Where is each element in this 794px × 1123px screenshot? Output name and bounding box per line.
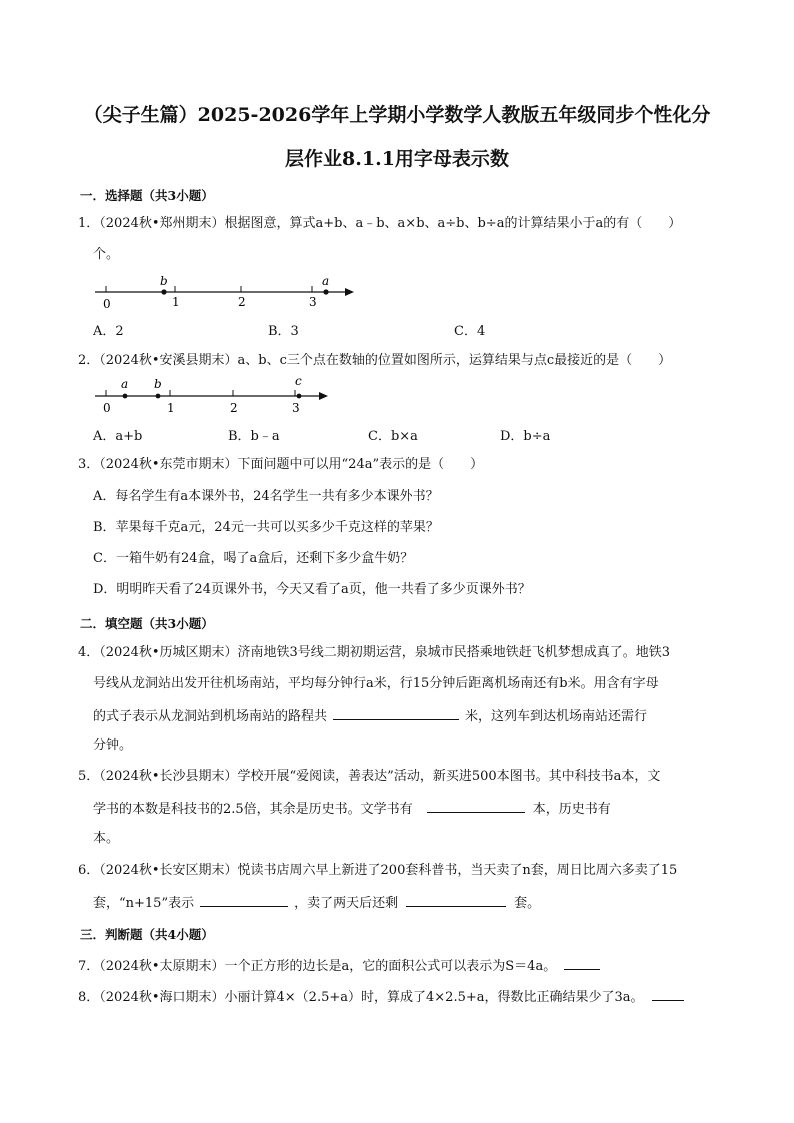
question-1-number-line xyxy=(90,272,360,320)
q4-text-before-blank: 的式子表示从龙洞站到机场南站的路程共 xyxy=(93,709,328,724)
question-3-stem: 3．（2024秋•东莞市期末）下面问题中可以用“24a”表示的是（ ） xyxy=(78,457,484,472)
question-5-line-3: 本。 xyxy=(93,831,120,846)
question-5-line-1: 5．（2024秋•长沙县期末）学校开展“爱阅读，善表达”活动，新买进500本图书。其中科技书a本，文 xyxy=(78,769,661,784)
nl2-point-b: b xyxy=(154,377,162,391)
q2-option-d[interactable]: D．b÷a xyxy=(500,429,551,444)
q3-option-b[interactable]: B．苹果每千克a元，24元一共可以买多少千克这样的苹果？ xyxy=(93,520,439,535)
q5-text-after-blank: 本，历史书有 xyxy=(532,802,611,817)
q8-text: 8．（2024秋•海口期末）小丽计算4×（2.5+a）时，算成了4×2.5+a，得数比正确结果少了3a。 xyxy=(78,990,644,1005)
question-4-line-4: 分钟。 xyxy=(93,738,133,753)
q5-text-before-blank: 学书的本数是科技书的2.5倍，其余是历史书。文学书有 xyxy=(93,802,413,817)
nl1-tick-2: 2 xyxy=(238,295,246,309)
q6-text-2: ，卖了两天后还剩 xyxy=(294,896,399,911)
page-title-line-1: （尖子生篇）2025-2026学年上学期小学数学人教版五年级同步个性化分 xyxy=(83,104,711,126)
nl1-point-b: b xyxy=(160,274,168,288)
question-8-line xyxy=(78,986,720,1008)
q3-option-a[interactable]: A．每名学生有a本课外书，24名学生一共有多少本课外书？ xyxy=(93,489,439,504)
question-4-line-1: 4．（2024秋•历城区期末）济南地铁3号线二期初期运营，泉城市民搭乘地铁赶飞机梦想成真了。地铁3 xyxy=(78,645,671,660)
question-6-line-1: 6．（2024秋•长安区期末）悦读书店周六早上新进了200套科普书，当天卖了n套，周日比周六多卖了15 xyxy=(78,863,678,878)
nl1-tick-1: 1 xyxy=(172,295,180,309)
nl2-tick-2: 2 xyxy=(230,401,238,415)
nl1-tick-0: 0 xyxy=(103,297,111,311)
question-2-stem: 2．（2024秋•安溪县期末）a、b、c三个点在数轴的位置如图所示，运算结果与点c最接近的是（ ） xyxy=(78,353,672,368)
nl2-point-c: c xyxy=(295,374,302,388)
section-heading-judge: 三．判断题（共4小题） xyxy=(80,927,214,942)
question-7-line xyxy=(78,955,720,977)
q4-blank-1[interactable] xyxy=(333,705,459,720)
question-4-line-3 xyxy=(93,705,720,727)
page-title-line-2: 层作业8.1.1用字母表示数 xyxy=(285,148,509,170)
q2-option-a[interactable]: A．a+b xyxy=(93,429,143,444)
nl2-point-a: a xyxy=(121,377,129,391)
q7-answer-blank[interactable] xyxy=(564,955,600,970)
q6-blank-2[interactable] xyxy=(406,892,506,907)
section-heading-choice: 一．选择题（共3小题） xyxy=(80,188,214,203)
q2-option-b[interactable]: B．b﹣a xyxy=(228,429,280,444)
nl1-tick-3: 3 xyxy=(309,295,317,309)
nl2-tick-0: 0 xyxy=(103,401,111,415)
question-2-number-line xyxy=(90,374,335,418)
q6-blank-1[interactable] xyxy=(200,892,288,907)
question-4-line-2: 号线从龙洞站出发开往机场南站，平均每分钟行a米，行15分钟后距离机场南还有b米。用含有字母 xyxy=(93,676,659,691)
nl1-point-a: a xyxy=(322,274,330,288)
section-heading-fill: 二．填空题（共3小题） xyxy=(80,616,214,631)
q4-text-after-blank: 米，这列车到达机场南站还需行 xyxy=(465,709,648,724)
nl2-tick-1: 1 xyxy=(167,401,175,415)
q7-text: 7．（2024秋•太原期末）一个正方形的边长是a，它的面积公式可以表示为S＝4a。 xyxy=(78,959,557,974)
q3-option-c[interactable]: C．一箱牛奶有24盒，喝了a盒后，还剩下多少盒牛奶？ xyxy=(93,551,414,566)
nl2-tick-3: 3 xyxy=(292,401,300,415)
q1-option-c[interactable]: C．4 xyxy=(454,324,486,339)
q2-option-c[interactable]: C．b×a xyxy=(368,429,418,444)
question-5-line-2 xyxy=(93,798,720,820)
q1-option-b[interactable]: B．3 xyxy=(268,324,299,339)
question-1-stem: 1．（2024秋•郑州期末）根据图意，算式a+b、a﹣b、a×b、a÷b、b÷a的计算结果小于a的有（ ） xyxy=(78,216,682,231)
q1-option-a[interactable]: A．2 xyxy=(93,324,124,339)
question-1-stem-cont: 个。 xyxy=(93,247,120,262)
q6-text-3: 套。 xyxy=(514,896,541,911)
q6-text-1: 套，“n+15”表示 xyxy=(93,896,195,911)
question-6-line-2 xyxy=(93,892,720,914)
q3-option-d[interactable]: D．明明昨天看了24页课外书，今天又看了a页，他一共看了多少页课外书？ xyxy=(93,582,531,597)
q8-answer-blank[interactable] xyxy=(652,986,684,1001)
q5-blank-1[interactable] xyxy=(427,798,525,813)
